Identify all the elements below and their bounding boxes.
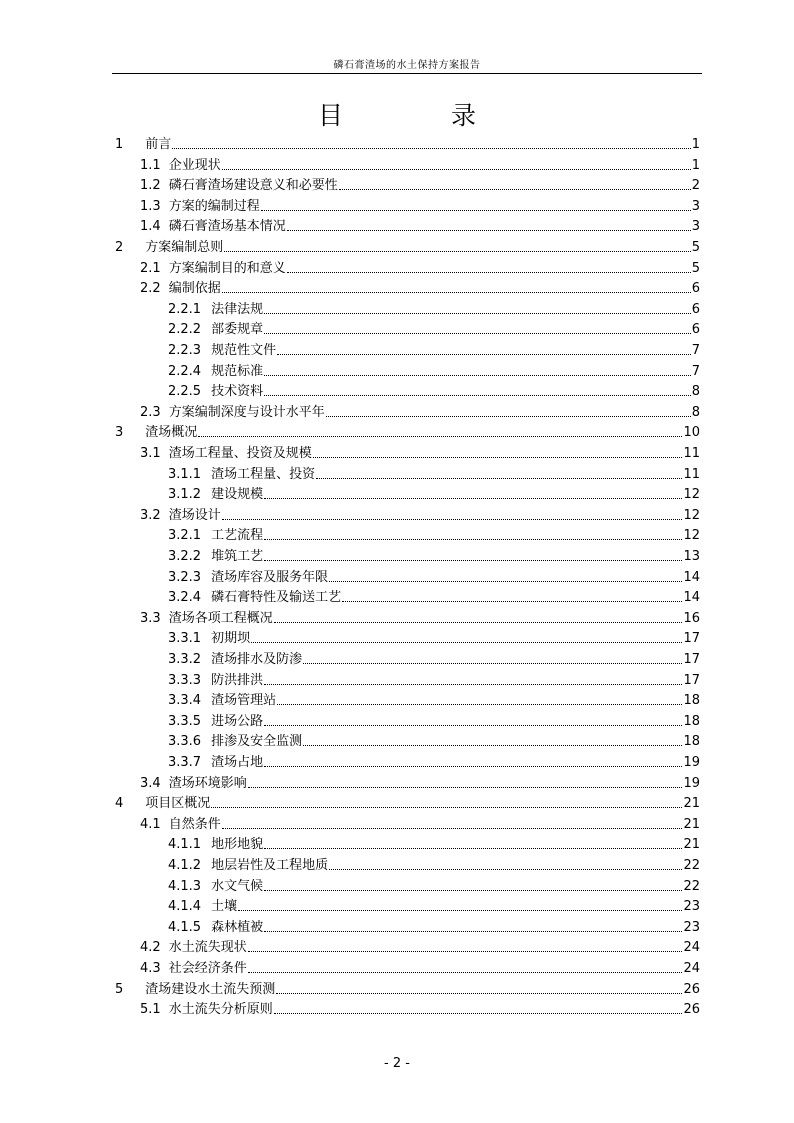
toc-entry-page: 24 [683,940,700,956]
toc-entry-number: 2.2.3 [168,343,202,358]
toc-entry-number: 4.1.3 [168,878,202,894]
toc-entry[interactable] [140,175,700,193]
toc-entry-number: 3.1 [140,446,161,461]
toc-entry-page: 12 [683,528,700,544]
toc-entry-number: 3.2.3 [168,569,202,585]
toc-entry-page: 17 [683,631,700,647]
toc-entry[interactable] [168,340,700,358]
toc-entry-number: 1.2 [140,178,161,194]
toc-dot-leader [222,519,683,520]
toc-entry-page: 12 [683,487,700,503]
toc-entry-title: 渣场排水及防渗 [211,652,303,667]
toc-dot-leader [274,1013,683,1014]
toc-entry-title: 渣场概况 [145,425,198,441]
toc-entry-page: 22 [683,878,700,894]
toc-entry-number: 2.2.2 [168,322,202,338]
toc-entry[interactable] [168,381,700,399]
toc-dot-leader [329,869,682,870]
toc-entry-number: 2.2.5 [168,384,202,400]
toc-entry[interactable] [168,670,700,688]
toc-entry-number: 1.4 [140,219,161,235]
toc-entry-number: 4.1.2 [168,858,202,873]
toc-entry-number: 3.2.4 [168,590,202,606]
toc-entry[interactable] [140,958,700,976]
toc-entry-title: 技术资料 [211,384,264,400]
toc-entry-number: 5 [115,981,124,997]
toc-entry-page: 2 [691,178,700,194]
toc-entry-title: 渣场建设水土流失预测 [145,981,276,997]
toc-entry-title: 地形地貌 [211,837,264,853]
toc-dot-leader [264,313,691,314]
toc-dot-leader [276,993,682,994]
toc-entry-page: 14 [683,569,700,585]
toc-entry-title: 水土流失现状 [168,940,247,956]
toc-entry[interactable] [168,464,700,482]
toc-dot-leader [264,890,682,891]
toc-entry-title: 建设规模 [211,487,264,503]
toc-entry-page: 6 [691,281,700,297]
toc-entry-page: 26 [683,1002,700,1018]
toc-entry-title: 渣场管理站 [211,693,277,709]
toc-entry-number: 3.3 [140,610,161,626]
toc-entry-page: 10 [683,425,700,441]
toc-dot-leader [238,910,682,911]
toc-dot-leader [326,416,691,417]
toc-entry[interactable] [168,731,700,749]
toc-dot-leader [264,375,691,376]
toc-dot-leader [316,478,682,479]
toc-entry-title: 法律法规 [211,301,264,317]
toc-entry-number: 4.1.4 [168,899,202,915]
toc-entry-title: 土壤 [211,899,238,915]
toc-entry[interactable] [140,937,700,955]
toc-dot-leader [287,230,691,231]
toc-entry-title: 渣场各项工程概况 [168,610,273,626]
toc-entry-page: 18 [683,734,700,750]
toc-entry-title: 渣场工程量、投资 [211,466,316,482]
toc-entry-title: 森林植被 [211,919,264,935]
toc-entry-page: 23 [683,919,700,935]
toc-entry[interactable] [140,773,700,791]
toc-entry-page: 6 [691,301,700,317]
page-title: 目 录 [318,101,526,130]
toc-entry[interactable] [168,628,700,646]
toc-entry[interactable] [168,711,700,729]
toc-dot-leader [211,807,682,808]
toc-entry-title: 渣场库容及服务年限 [211,569,329,585]
toc-dot-leader [264,931,682,932]
toc-entry-page: 13 [683,549,700,564]
toc-entry[interactable] [168,876,700,894]
toc-entry[interactable] [115,793,700,811]
toc-entry-number: 3.2 [140,507,161,523]
toc-entry[interactable] [115,422,700,440]
toc-entry[interactable] [140,216,700,234]
toc-entry-number: 4.3 [140,961,161,976]
toc-entry-page: 21 [683,796,700,812]
toc-dot-leader [264,725,682,726]
toc-entry-page: 1 [691,137,700,152]
toc-dot-leader [222,828,683,829]
toc-entry[interactable] [115,134,700,152]
toc-entry-page: 1 [691,157,700,173]
toc-dot-leader [222,292,691,293]
toc-entry-title: 方案编制深度与设计水平年 [168,404,325,420]
toc-entry[interactable] [168,484,700,502]
toc-entry-title: 地层岩性及工程地质 [211,858,329,873]
toc-entry-number: 2.2.1 [168,301,202,317]
toc-entry-page: 26 [683,981,700,997]
toc-dot-leader [264,333,691,334]
toc-entry[interactable] [168,319,700,337]
toc-entry-number: 3.3.7 [168,755,202,770]
toc-entry-number: 3.3.1 [168,631,202,647]
toc-entry-title: 方案编制总则 [145,240,224,255]
toc-entry-title: 编制依据 [168,281,221,297]
toc-entry[interactable] [168,587,700,605]
toc-entry[interactable] [168,752,700,770]
toc-dot-leader [251,642,682,643]
toc-dot-leader [264,395,691,396]
toc-entry-title: 水文气候 [211,878,264,894]
toc-entry[interactable] [168,690,700,708]
toc-entry-title: 渣场占地 [211,755,264,770]
toc-entry-page: 21 [683,837,700,853]
toc-entry-number: 3.3.6 [168,734,202,750]
toc-entry[interactable] [140,402,700,420]
toc-entry[interactable] [168,834,700,852]
toc-entry-title: 方案的编制过程 [168,198,260,214]
toc-entry[interactable] [168,855,700,873]
toc-dot-leader [248,951,683,952]
toc-dot-leader [264,498,682,499]
toc-entry-page: 3 [691,198,700,214]
toc-dot-leader [277,704,682,705]
toc-entry-title: 渣场环境影响 [168,775,247,791]
toc-entry[interactable] [168,525,700,543]
toc-entry[interactable] [168,649,700,667]
toc-entry-page: 19 [683,775,700,791]
toc-entry-number: 3.1.2 [168,487,202,503]
toc-entry-number: 2.3 [140,404,161,420]
toc-entry-page: 8 [691,384,700,400]
toc-entry-title: 工艺流程 [211,528,264,544]
toc-entry-number: 3.1.1 [168,466,202,482]
toc-entry[interactable] [140,155,700,173]
toc-dot-leader [287,272,691,273]
toc-dot-leader [198,436,682,437]
toc-dot-leader [277,354,691,355]
toc-entry-title: 排渗及安全监测 [211,734,303,750]
toc-entry-number: 3.2.1 [168,528,202,544]
toc-entry[interactable] [140,999,700,1017]
toc-entry-title: 渣场设计 [168,507,221,523]
page-number: - 2 - [384,1056,410,1071]
header-rule [112,73,702,74]
toc-dot-leader [329,581,682,582]
toc-dot-leader [261,210,691,211]
toc-dot-leader [264,848,682,849]
toc-entry-number: 2.2 [140,281,161,297]
toc-entry-number: 4.1.5 [168,919,202,935]
toc-entry-number: 4 [115,796,124,812]
toc-entry-page: 8 [691,404,700,420]
toc-entry[interactable] [168,546,700,564]
toc-dot-leader [222,169,691,170]
toc-entry-title: 企业现状 [168,157,221,173]
toc-entry-page: 5 [691,240,700,255]
toc-entry-page: 17 [683,672,700,688]
toc-entry-title: 水土流失分析原则 [168,1002,273,1018]
toc-entry[interactable] [168,896,700,914]
toc-entry-title: 防洪排洪 [211,672,264,688]
toc-entry-page: 6 [691,322,700,338]
toc-entry-page: 12 [683,507,700,523]
toc-entry-page: 24 [683,961,700,976]
toc-dot-leader [172,148,690,149]
toc-dot-leader [303,745,682,746]
toc-entry-page: 11 [683,466,700,482]
toc-entry-page: 3 [691,219,700,235]
toc-entry-title: 规范性文件 [211,343,277,358]
toc-entry-number: 1 [115,137,124,152]
toc-entry-number: 3.3.4 [168,693,202,709]
toc-entry-number: 3.4 [140,775,161,791]
toc-entry-number: 4.1 [140,816,161,832]
toc-entry-title: 项目区概况 [145,796,211,812]
toc-entry-page: 14 [683,590,700,606]
toc-dot-leader [303,663,682,664]
toc-entry-page: 22 [683,858,700,873]
toc-entry-page: 18 [683,713,700,729]
toc-entry-number: 1.1 [140,157,161,173]
toc-entry-number: 2.2.4 [168,363,202,379]
toc-dot-leader [264,539,682,540]
toc-entry-page: 7 [691,363,700,379]
toc-entry-page: 11 [683,446,700,461]
toc-entry-number: 2 [115,240,124,255]
toc-entry[interactable] [168,361,700,379]
toc-entry-title: 堆筑工艺 [211,549,264,564]
toc-dot-leader [264,766,682,767]
toc-entry[interactable] [168,917,700,935]
toc-entry[interactable] [140,196,700,214]
toc-entry[interactable] [140,258,700,276]
toc-entry[interactable] [140,814,700,832]
toc-entry-number: 3.3.2 [168,652,202,667]
toc-entry-number: 5.1 [140,1002,161,1018]
toc-dot-leader [339,189,691,190]
toc-entry[interactable] [115,979,700,997]
toc-entry-page: 5 [691,260,700,276]
toc-entry[interactable] [168,299,700,317]
toc-dot-leader [313,457,683,458]
toc-dot-leader [248,787,683,788]
toc-entry-page: 21 [683,816,700,832]
toc-entry-number: 4.1.1 [168,837,202,853]
toc-entry[interactable] [140,505,700,523]
toc-entry-title: 前言 [145,137,172,152]
toc-entry[interactable] [140,278,700,296]
toc-entry-title: 方案编制目的和意义 [168,260,286,276]
toc-entry-number: 4.2 [140,940,161,956]
toc-entry-title: 规范标准 [211,363,264,379]
toc-dot-leader [264,684,682,685]
toc-entry-number: 3 [115,425,124,441]
toc-entry-title: 磷石膏特性及输送工艺 [211,590,342,606]
toc-dot-leader [248,972,683,973]
toc-entry-title: 自然条件 [168,816,221,832]
toc-entry-number: 3.3.5 [168,713,202,729]
toc-entry-title: 磷石膏渣场基本情况 [168,219,286,235]
toc-entry-title: 进场公路 [211,713,264,729]
toc-dot-leader [264,560,682,561]
toc-entry[interactable] [115,237,700,255]
toc-entry-page: 7 [691,343,700,358]
toc-entry-page: 18 [683,693,700,709]
toc-entry-title: 社会经济条件 [168,961,247,976]
toc-entry-number: 2.1 [140,260,161,276]
toc-entry-title: 初期坝 [211,631,251,647]
toc-entry-page: 16 [683,610,700,626]
toc-entry-title: 部委规章 [211,322,264,338]
toc-entry-page: 19 [683,755,700,770]
toc-entry[interactable] [140,443,700,461]
toc-entry-title: 磷石膏渣场建设意义和必要性 [168,178,338,194]
toc-dot-leader [274,622,683,623]
toc-dot-leader [342,601,682,602]
toc-entry-number: 1.3 [140,198,161,214]
toc-entry-page: 23 [683,899,700,915]
toc-entry[interactable] [140,608,700,626]
toc-entry-number: 3.2.2 [168,549,202,564]
toc-entry-page: 17 [683,652,700,667]
toc-entry[interactable] [168,567,700,585]
running-header: 磷石膏渣场的水土保持方案报告 [333,60,481,71]
toc-entry-number: 3.3.3 [168,672,202,688]
toc-entry-title: 渣场工程量、投资及规模 [168,446,312,461]
toc-dot-leader [224,251,690,252]
